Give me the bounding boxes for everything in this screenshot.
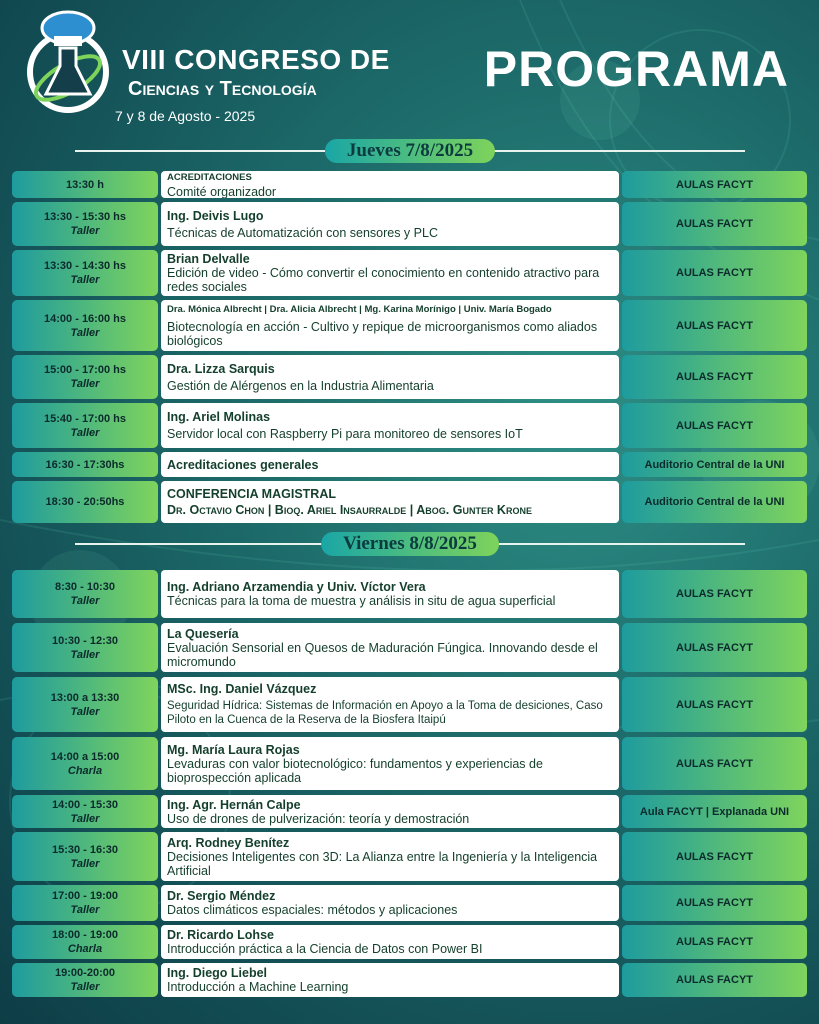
session-time: 13:30 - 14:30 hs bbox=[44, 260, 126, 272]
location-cell: AULAS FACYT bbox=[622, 925, 807, 959]
time-cell bbox=[12, 570, 158, 618]
time-cell bbox=[12, 300, 158, 351]
schedule-row bbox=[12, 677, 807, 732]
session-speakers-list: Dr. Octavio Chon | Bioq. Ariel Insaurralde | Abog. Gunter Krone bbox=[167, 502, 532, 517]
time-cell bbox=[12, 171, 158, 198]
programa-heading: PROGRAMA bbox=[483, 41, 789, 97]
session-title: Comité organizador bbox=[167, 184, 277, 198]
schedule-row bbox=[12, 403, 807, 448]
time-cell bbox=[12, 885, 158, 921]
session-title: Decisiones Inteligentes con 3D: La Alianza entre la Ingeniería y la Inteligencia Artificial bbox=[167, 849, 598, 878]
session-title: Gestión de Alérgenos en la Industria Alimentaria bbox=[167, 378, 434, 393]
session-speaker: Mg. María Laura Rojas bbox=[167, 742, 300, 757]
content-cell bbox=[161, 403, 619, 448]
session-type: Charla bbox=[67, 764, 103, 777]
content-cell bbox=[161, 925, 619, 959]
location-cell: Aula FACYT | Explanada UNI bbox=[622, 795, 807, 828]
schedule-row bbox=[12, 481, 807, 523]
session-time: 8:30 - 10:30 bbox=[55, 581, 115, 593]
session-speaker: Dr. Sergio Méndez bbox=[167, 889, 276, 903]
schedule-row bbox=[12, 832, 807, 881]
session-type: Taller bbox=[70, 274, 100, 286]
time-cell bbox=[12, 202, 158, 246]
time-cell bbox=[12, 963, 158, 997]
session-type: Taller bbox=[70, 426, 100, 439]
content-cell bbox=[161, 355, 619, 399]
session-time: 13:30 h bbox=[66, 178, 104, 191]
location-cell: AULAS FACYT bbox=[622, 171, 807, 198]
location-cell: AULAS FACYT bbox=[622, 355, 807, 399]
session-time: 18:30 - 20:50hs bbox=[45, 496, 125, 508]
day-header-friday bbox=[75, 532, 745, 556]
schedule-row bbox=[12, 300, 807, 351]
schedule-row bbox=[12, 925, 807, 959]
time-cell bbox=[12, 795, 158, 828]
session-time: 14:00 a 15:00 bbox=[50, 750, 120, 763]
location-cell: AULAS FACYT bbox=[622, 885, 807, 921]
session-speaker: Ing. Adriano Arzamendia y Univ. Víctor Vera bbox=[167, 580, 426, 594]
content-cell bbox=[161, 623, 619, 672]
schedule-row bbox=[12, 355, 807, 399]
session-speaker: Arq. Rodney Benítez bbox=[167, 835, 290, 850]
time-cell bbox=[12, 481, 158, 523]
location-cell: Auditorio Central de la UNI bbox=[622, 481, 807, 523]
congress-subtitle: Ciencias y Tecnología bbox=[128, 78, 317, 100]
congress-title: VIII CONGRESO DE bbox=[122, 44, 390, 75]
content-cell bbox=[161, 570, 619, 618]
session-title: Biotecnología en acción - Cultivo y repique de microorganismos como aliados biológicos bbox=[167, 320, 598, 348]
session-speaker: Dr. Ricardo Lohse bbox=[167, 928, 274, 942]
session-time: 16:30 - 17:30hs bbox=[45, 458, 125, 471]
session-speaker: Dra. Lizza Sarquis bbox=[167, 361, 275, 376]
location-cell: AULAS FACYT bbox=[622, 300, 807, 351]
content-cell bbox=[161, 677, 619, 732]
session-speaker: Ing. Ariel Molinas bbox=[167, 410, 271, 424]
time-cell bbox=[12, 355, 158, 399]
session-title: Introducción práctica a la Ciencia de Datos con Power BI bbox=[167, 942, 483, 956]
session-type: Taller bbox=[70, 378, 100, 390]
session-time: 15:40 - 17:00 hs bbox=[44, 412, 126, 425]
session-speaker: Ing. Agr. Hernán Calpe bbox=[167, 797, 301, 812]
session-speaker: Brian Delvalle bbox=[167, 252, 250, 266]
session-type: Taller bbox=[70, 705, 100, 718]
congress-logo-icon bbox=[26, 8, 110, 120]
location-cell: AULAS FACYT bbox=[622, 832, 807, 881]
day-label: Viernes 8/8/2025 bbox=[321, 532, 499, 556]
time-cell bbox=[12, 250, 158, 296]
content-cell bbox=[161, 885, 619, 921]
location-cell: AULAS FACYT bbox=[622, 623, 807, 672]
session-type: Taller bbox=[70, 812, 100, 825]
session-speaker: CONFERENCIA MAGISTRAL bbox=[167, 486, 336, 501]
session-title: Uso de drones de pulverización: teoría y demostración bbox=[167, 811, 470, 826]
session-title: Técnicas de Automatización con sensores y PLC bbox=[167, 225, 438, 240]
session-title: Técnicas para la toma de muestra y análisis in situ de agua superficial bbox=[167, 594, 556, 608]
session-time: 10:30 - 12:30 bbox=[51, 634, 119, 647]
time-cell bbox=[12, 452, 158, 477]
session-type: Taller bbox=[70, 326, 100, 339]
session-time: 18:00 - 19:00 bbox=[51, 929, 119, 941]
location-cell: AULAS FACYT bbox=[622, 202, 807, 246]
session-time: 19:00-20:00 bbox=[55, 967, 115, 979]
time-cell bbox=[12, 623, 158, 672]
time-cell bbox=[12, 403, 158, 448]
session-type: Taller bbox=[70, 648, 100, 661]
session-title: Seguridad Hídrica: Sistemas de Información en Apoyo a la Toma de desiciones, Caso Piloto en la Cuenca de la Reserva de la Biosfera Itaipú bbox=[167, 700, 603, 726]
schedule-row bbox=[12, 795, 807, 828]
session-type: Taller bbox=[70, 904, 100, 916]
schedule-row bbox=[12, 250, 807, 296]
session-speaker: Ing. Diego Liebel bbox=[167, 966, 268, 980]
session-title: Datos climáticos espaciales: métodos y aplicaciones bbox=[167, 903, 458, 917]
schedule-row bbox=[12, 452, 807, 477]
session-title: Servidor local con Raspberry Pi para monitoreo de sensores IoT bbox=[167, 427, 523, 441]
schedule-row bbox=[12, 202, 807, 246]
location-cell: Auditorio Central de la UNI bbox=[622, 452, 807, 477]
time-cell bbox=[12, 737, 158, 790]
session-time: 15:00 - 17:00 hs bbox=[44, 364, 126, 376]
session-time: 14:00 - 15:30 bbox=[51, 798, 119, 811]
location-cell: AULAS FACYT bbox=[622, 403, 807, 448]
day-header-thursday bbox=[75, 139, 745, 163]
session-speaker: Acreditaciones generales bbox=[167, 457, 319, 472]
content-cell bbox=[161, 832, 619, 881]
session-title: Levaduras con valor biotecnológico: fundamentos y experiencias de bioprospección aplicada bbox=[167, 756, 543, 785]
content-cell bbox=[161, 737, 619, 790]
content-cell bbox=[161, 171, 619, 198]
day-label: Jueves 7/8/2025 bbox=[325, 139, 495, 163]
schedule-row bbox=[12, 885, 807, 921]
header bbox=[0, 0, 819, 140]
session-speaker: MSc. Ing. Daniel Vázquez bbox=[167, 682, 317, 696]
content-cell bbox=[161, 202, 619, 246]
session-speaker: ACREDITACIONES bbox=[167, 171, 252, 183]
session-speaker: Dra. Mónica Albrecht | Dra. Alicia Albrecht | Mg. Karina Morínigo | Univ. María Bogado bbox=[167, 304, 552, 315]
session-time: 13:00 a 13:30 bbox=[50, 691, 120, 704]
content-cell bbox=[161, 300, 619, 351]
content-cell bbox=[161, 481, 619, 523]
schedule-row bbox=[12, 963, 807, 997]
schedule-row bbox=[12, 623, 807, 672]
time-cell bbox=[12, 832, 158, 881]
session-speaker: La Quesería bbox=[167, 626, 239, 641]
location-cell: AULAS FACYT bbox=[622, 737, 807, 790]
session-type: Taller bbox=[70, 857, 100, 870]
session-type: Charla bbox=[67, 943, 103, 955]
schedule-row bbox=[12, 570, 807, 618]
session-type: Taller bbox=[70, 595, 100, 607]
session-time: 13:30 - 15:30 hs bbox=[44, 211, 126, 223]
content-cell bbox=[161, 963, 619, 997]
session-time: 14:00 - 16:00 hs bbox=[44, 312, 126, 325]
content-cell bbox=[161, 452, 619, 477]
session-time: 15:30 - 16:30 bbox=[51, 843, 119, 856]
session-title: Edición de video - Cómo convertir el conocimiento en contenido atractivo para redes sociales bbox=[167, 266, 600, 294]
session-type: Taller bbox=[70, 225, 100, 237]
content-cell bbox=[161, 795, 619, 828]
session-type: Taller bbox=[70, 981, 100, 993]
location-cell: AULAS FACYT bbox=[622, 250, 807, 296]
session-title: Evaluación Sensorial en Quesos de Maduración Fúngica. Innovando desde el micromundo bbox=[167, 640, 598, 669]
time-cell bbox=[12, 677, 158, 732]
session-title: Introducción a Machine Learning bbox=[167, 980, 349, 994]
congress-dates: 7 y 8 de Agosto - 2025 bbox=[115, 108, 256, 124]
location-cell: AULAS FACYT bbox=[622, 570, 807, 618]
location-cell: AULAS FACYT bbox=[622, 677, 807, 732]
schedule-row bbox=[12, 171, 807, 198]
schedule-row bbox=[12, 737, 807, 790]
session-time: 17:00 - 19:00 bbox=[51, 890, 119, 902]
content-cell bbox=[161, 250, 619, 296]
location-cell: AULAS FACYT bbox=[622, 963, 807, 997]
time-cell bbox=[12, 925, 158, 959]
session-speaker: Ing. Deivis Lugo bbox=[167, 208, 264, 223]
